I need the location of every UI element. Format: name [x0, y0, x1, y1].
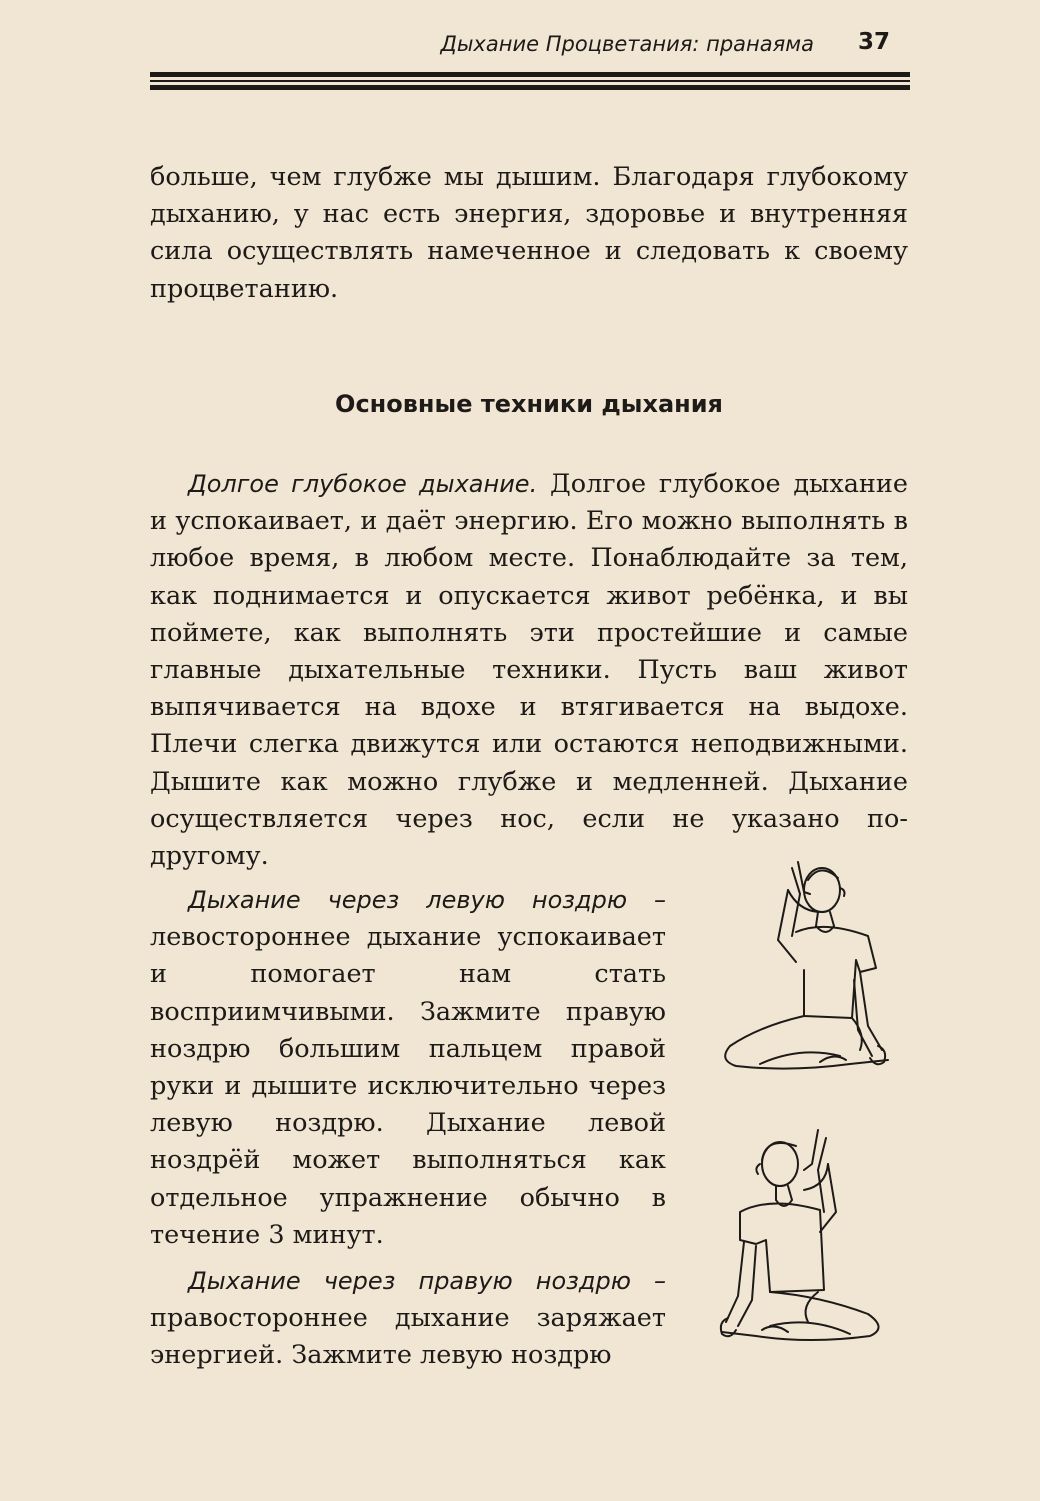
page-number: 37 [857, 29, 890, 55]
long-deep-body: Долгое глубокое дыхание и успокаивает, и даёт энергию. Его можно выполнять в любое время, в любом месте. Понаблюдайте за тем, как поднимается и опускается живот ребёнка, и вы поймете, как выполнять эти простейшие и самые главные дыхательные техники. Пусть ваш живот выпячивается на вдохе и втягивается на выдохе. Плечи слегка движутся или остаются неподвижными. Дышите как можно глубже и медленней. Дыхание осуществляется через нос, если не указано по-другому. [150, 469, 908, 872]
right-nostril-body: правостороннее дыхание заряжает энергией. Зажмите левую ноздрю [150, 1303, 666, 1371]
running-header [150, 28, 910, 64]
header-rule [150, 72, 910, 90]
left-nostril-paragraph [150, 882, 666, 1254]
left-nostril-lead: Дыхание через левую ноздрю – [188, 886, 666, 914]
intro-paragraph: больше, чем глубже мы дышим. Благодаря глубокому дыханию, у нас есть энергия, здоровье и внутренняя сила осуществлять намеченное и следовать к своему процветанию. [150, 162, 908, 304]
right-nostril-lead: Дыхание через правую ноздрю – [188, 1267, 666, 1295]
seated-woman-right-nostril-icon [700, 1120, 910, 1380]
section-heading: Основные техники дыхания [335, 390, 723, 418]
right-nostril-paragraph [150, 1263, 666, 1375]
long-deep-lead: Долгое глубокое дыхание. [188, 470, 538, 498]
left-nostril-body: левостороннее дыхание успокаивает и помогает нам стать восприимчивыми. Зажмите правую ноздрю большим пальцем правой руки и дышите исключительно через левую ноздрю. Дыхание левой ноздрёй может выполняться как отдельное упражнение обычно в течение 3 минут. [150, 922, 666, 1250]
seated-woman-left-nostril-icon [700, 850, 910, 1110]
running-title: Дыхание Процветания: пранаяма [440, 32, 814, 56]
long-deep-paragraph [150, 466, 908, 875]
